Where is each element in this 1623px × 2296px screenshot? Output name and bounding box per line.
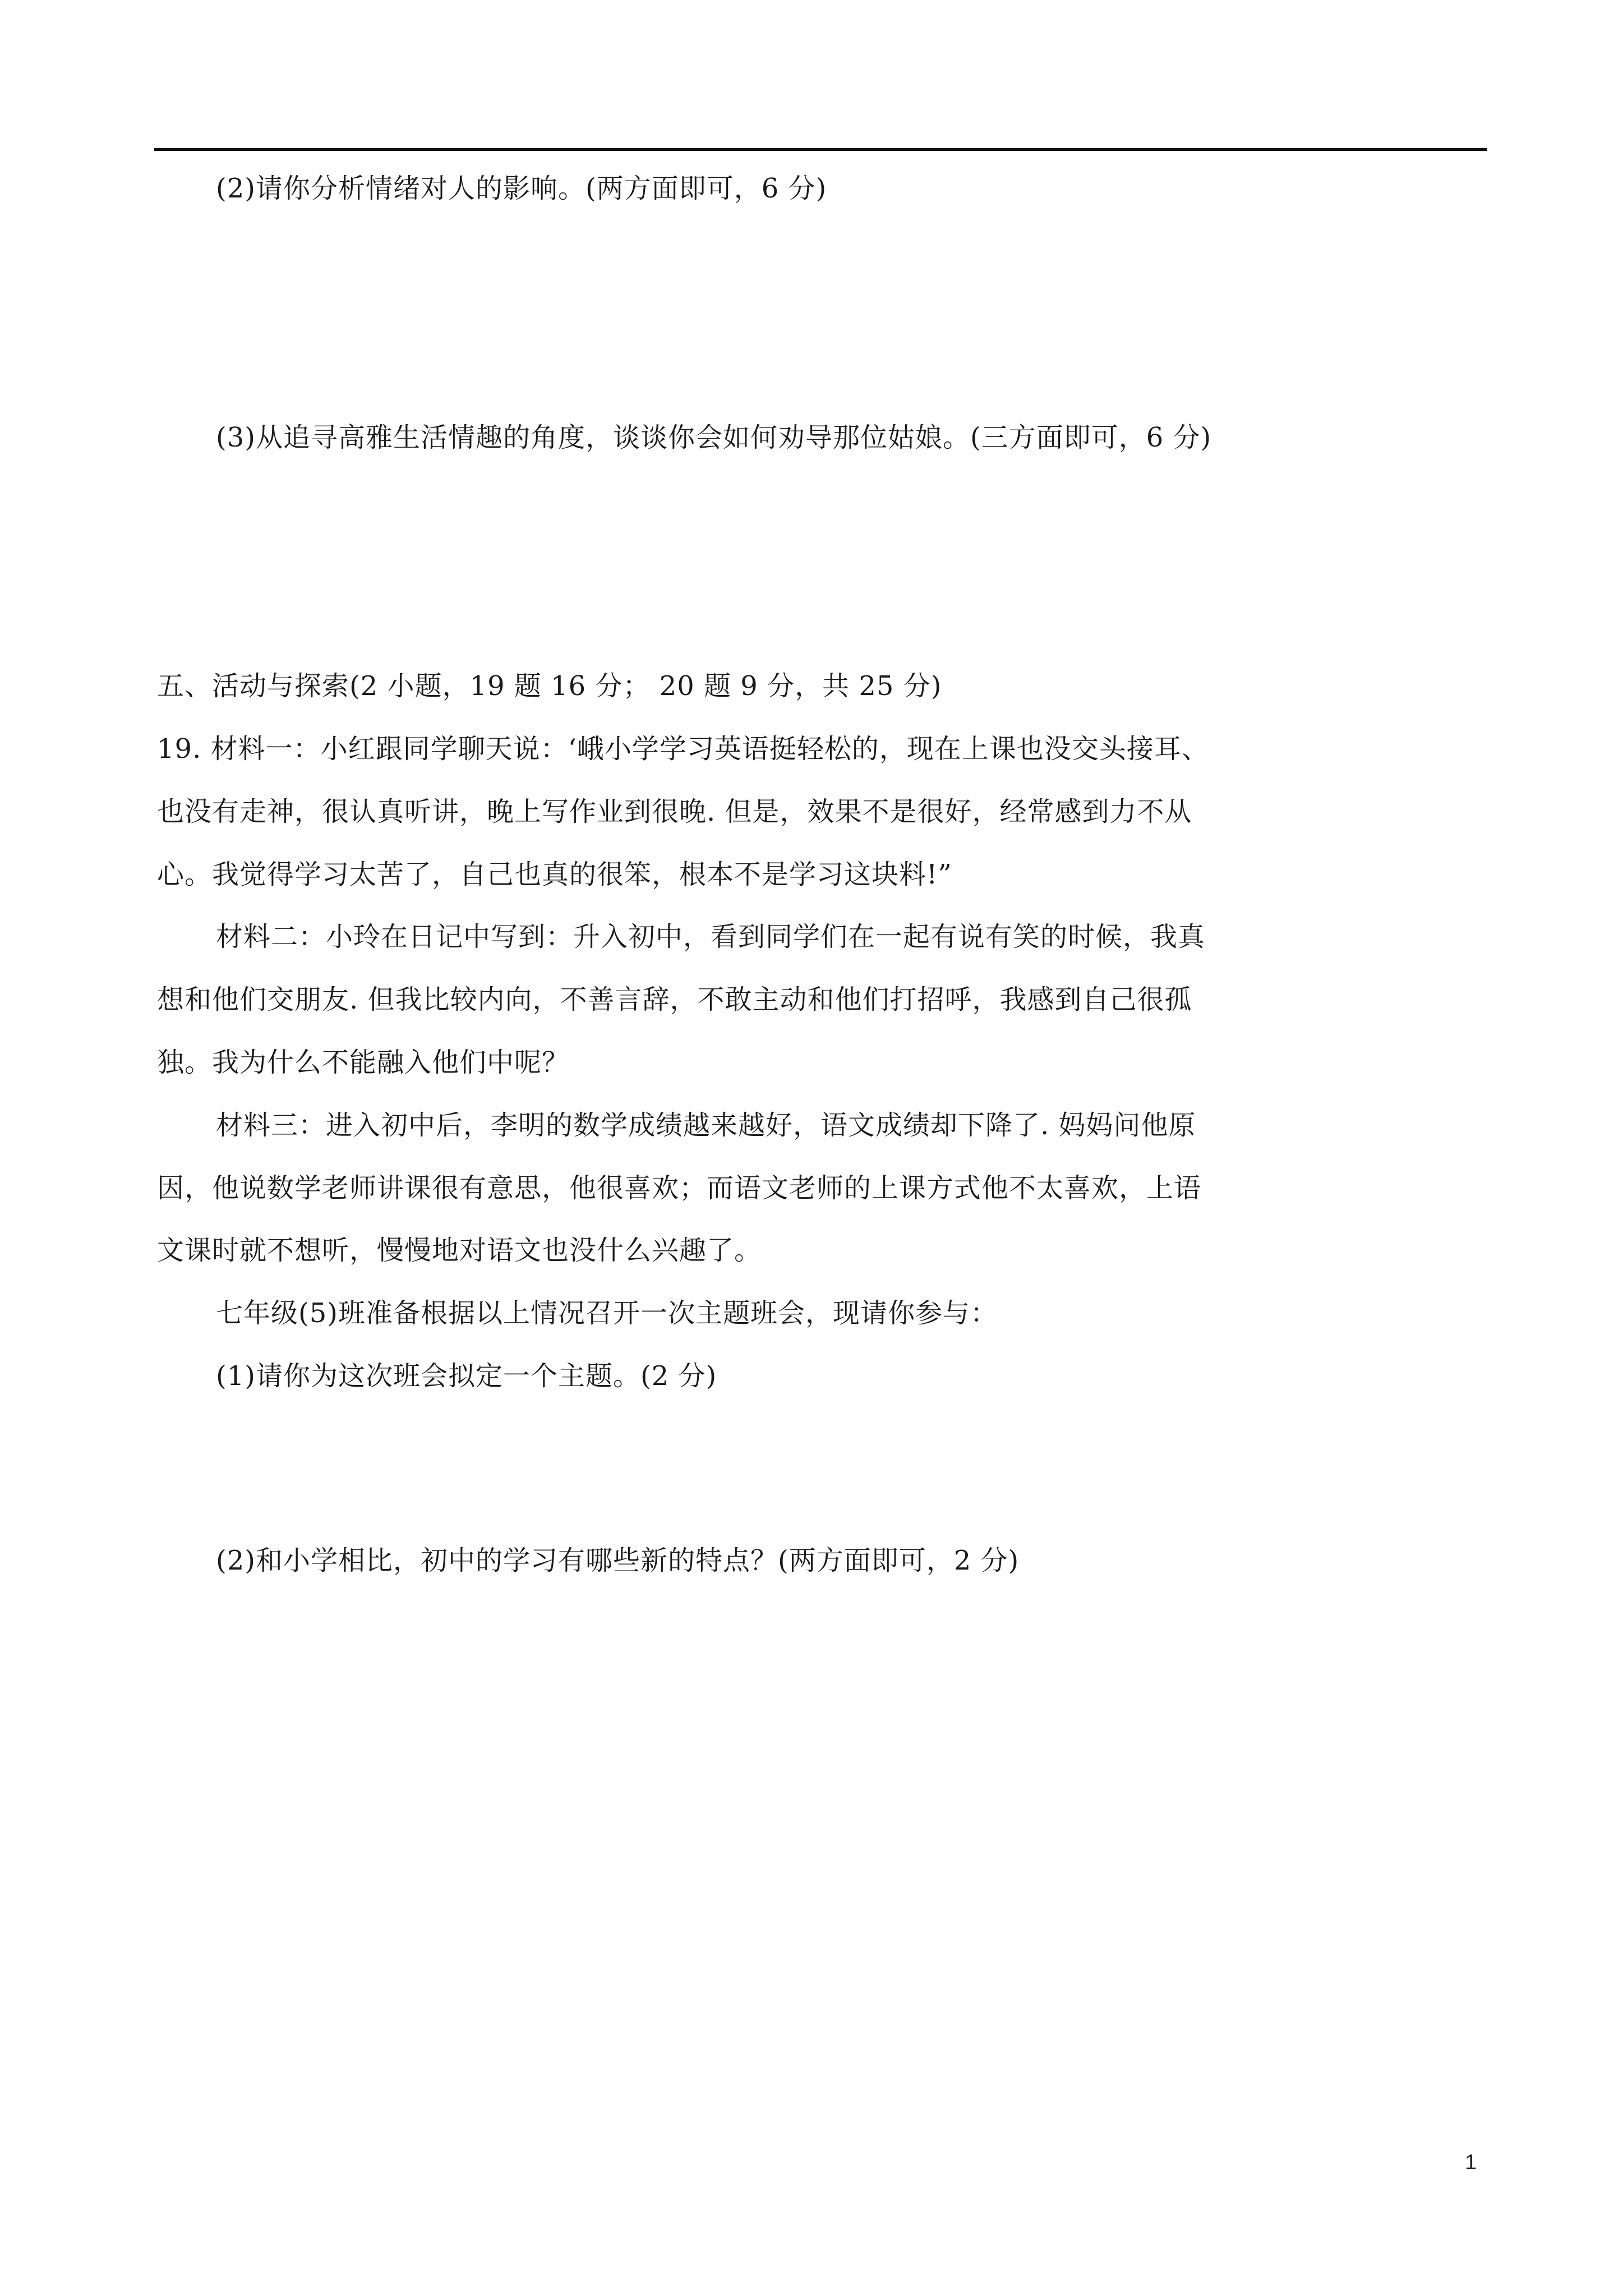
q19-material-one-line-2: 也没有走神，很认真听讲，晚上写作业到很晚. 但是，效果不是很好，经常感到力不从 bbox=[157, 796, 1192, 827]
q19-subquestion-1: (1)请你为这次班会拟定一个主题。(2 分) bbox=[216, 1360, 717, 1392]
question-18-2: (2)请你分析情绪对人的影响。(两方面即可，6 分) bbox=[216, 173, 827, 204]
q19-material-one-line-1: 19. 材料一：小红跟同学聊天说：‘峨小学学习英语挺轻松的，现在上课也没交头接耳、 bbox=[157, 733, 1209, 765]
question-18-3: (3)从追寻高雅生活情趣的角度，谈谈你会如何劝导那位姑娘。(三方面即可，6 分) bbox=[216, 422, 1212, 453]
q19-prompt: 七年级(5)班准备根据以上情况召开一次主题班会，现请你参与： bbox=[216, 1297, 998, 1329]
page-number: 1 bbox=[1465, 2151, 1477, 2174]
q19-material-one-line-3: 心。我觉得学习太苦了，自己也真的很笨，根本不是学习这块料!” bbox=[157, 859, 952, 890]
q19-material-two-line-3: 独。我为什么不能融入他们中呢？ bbox=[157, 1047, 570, 1078]
section-five-heading: 五、活动与探索(2 小题，19 题 16 分； 20 题 9 分，共 25 分) bbox=[157, 670, 942, 702]
q19-material-two-line-1: 材料二：小玲在日记中写到：升入初中，看到同学们在一起有说有笑的时候，我真 bbox=[216, 921, 1206, 953]
q19-subquestion-2: (2)和小学相比，初中的学习有哪些新的特点？(两方面即可，2 分) bbox=[216, 1545, 1020, 1576]
q19-material-three-line-3: 文课时就不想听，慢慢地对语文也没什么兴趣了。 bbox=[157, 1235, 762, 1266]
header-rule bbox=[154, 148, 1487, 151]
q19-material-two-line-2: 想和他们交朋友. 但我比较内向，不善言辞，不敢主动和他们打招呼，我感到自己很孤 bbox=[157, 984, 1192, 1015]
q19-material-three-line-1: 材料三：进入初中后，李明的数学成绩越来越好，语文成绩却下降了. 妈妈问他原 bbox=[216, 1110, 1196, 1141]
q19-material-three-line-2: 因，他说数学老师讲课很有意思，他很喜欢；而语文老师的上课方式他不太喜欢，上语 bbox=[157, 1172, 1202, 1204]
